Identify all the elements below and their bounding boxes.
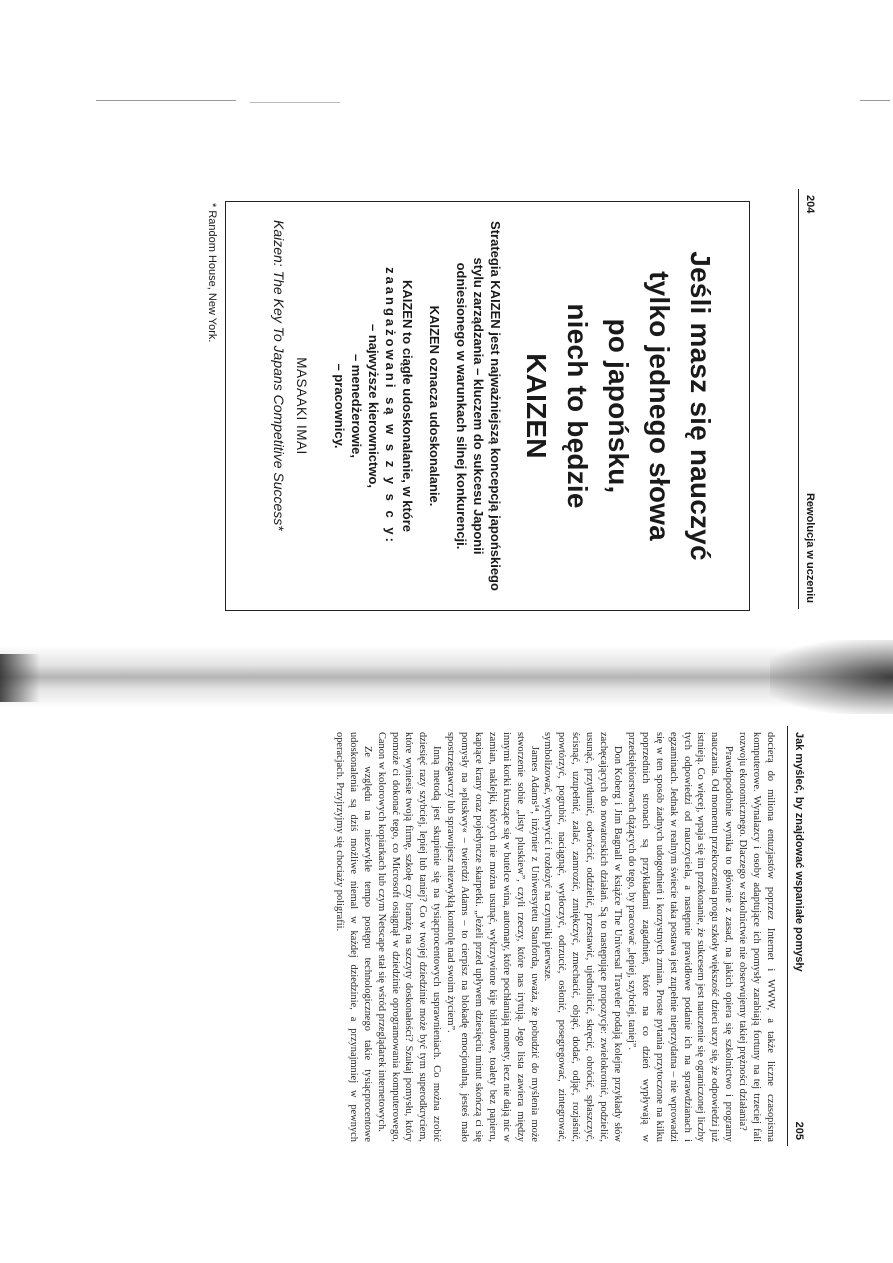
meaning-line: KAIZEN oznacza udoskonalanie.	[427, 305, 442, 507]
header-rule	[798, 189, 799, 609]
scan-artifact-line	[96, 100, 236, 101]
paragraph: Ze względu na niezwykłe tempo postępu technologicznego takie tysiącprocentowe udoskonalenia są dziś możliwe niemal w każdej dziedzinie, a przynajmniej w pewnych operacjach. Przyjrzyjmy się chociaży poligrafii.	[333, 732, 373, 1142]
book-title: Kaizen: The Key To Japans Competitive Success*	[271, 220, 287, 531]
page-205	[85, 726, 805, 1146]
kaizen-quote-box	[225, 201, 750, 611]
continuous-line: KAIZEN to ciągłe udoskonalanie, w które	[400, 279, 415, 533]
headline-line: KAIZEN	[521, 353, 552, 459]
footnote: * Random House, New York.	[206, 203, 218, 343]
scan-artifact-line	[860, 100, 890, 101]
book-gutter-shadow	[0, 646, 893, 708]
headline-line: niech to będzie	[562, 303, 593, 509]
paragraph: Inną metodą jest skupienie się na tysiącprocentowych usprawnieniach. Co można zrobić dziesięć razy szybciej, lepiej lub taniej? Co w twojej dziedzinie może być tym superodkryciem, które wyniesie twoją firmę, szkołę czy branżę na szczyty doskonałości? Szukaj pomysłu, który pomoże ci dokonać tego, co Microsoft osiągnął w dziedzinie oprogramowania komputerowego, Canon w kolorowych kopiarkach lub czym Netscape stał się wśród przeglądarek internetowych.	[375, 732, 443, 1142]
page-number: 205	[793, 1121, 805, 1140]
body-text	[332, 732, 777, 1142]
strategy-paragraph: Strategia KAIZEN jest najważniejszą koncepcją japońskiego stylu zarządzania – kluczem do sukcesu Japonii odniesionego w warunkach silnej konkurencji.	[454, 221, 503, 591]
running-head-title: Rewolucja w uczeniu	[804, 492, 816, 603]
paragraph: Don Koberg i Jim Bagnall w książce The Universal Traveler podają kolejne przykłady słów zachęcających do nowatorskich działań. Są to następujące propozycje: zwielokrotnić, podzielić, usunąć, przytłumić, odwrócić, oddzielić, przestawić, ujednolicić, skręcić, obrócić, spłaszczyć, ścisnąć, uzupełnić, zalać, zamrozić, zmiękczyć, zmechacić, objąć, dodać, odjąć, rozjaśnić, powtórzyć, pogrubić, naciągnąć, wytłoczyć, odrzucić, osłonić, posegregować, zintegrować, symbolizować, wychwycić i rozłożyć na czynniki pierwsze.	[542, 732, 624, 1142]
list-item: – menedżerowie,	[349, 353, 364, 459]
headline	[516, 220, 721, 592]
scan-artifact-line	[250, 102, 340, 103]
book-edge-shadow	[770, 640, 893, 714]
header-rule	[787, 726, 788, 1146]
author: MASAAKI IMAI	[294, 357, 309, 455]
page-number: 204	[804, 195, 816, 214]
paragraph: James Adams¹⁴, inżynier z Uniwersytetu Stanforda, uważa, że pobudzić do myślenia może stworzenie sobie „listy pluskiew”, czyli rzeczy, które nas irytują. Jego lista zawiera między innymi korki kruszące się w butelce wina, automaty, które pochłaniają monety, lecz nie dają nic w zamian, naklejki, których nie można usunąć, wykrzywione kije bilardowe, toalety bez papieru, kapiące krany oraz pojedyncze skarpetki. „Jeżeli przed upływem dziesięciu minut skończą ci się pomysły na »pluskwy« – twierdzi Adams – to cierpisz na blokadę emocjonalną, jesteś mało spostrzegawczy lub sprawujesz niezwykłą kontrolę nad swoim życiem”.	[445, 732, 540, 1142]
running-head	[789, 726, 805, 1146]
running-head-title: Jak myśleć, by znajdować wspaniałe pomysły	[793, 732, 805, 972]
headline-line: tylko jednego słowa	[644, 271, 675, 541]
list-item: – najwyższe kierownictwo,	[366, 324, 381, 488]
list-item: – pracownicy.	[332, 363, 347, 449]
headline-line: Jeśli masz się nauczyć	[685, 251, 716, 561]
engaged-line: zaangażowani są w s z y s c y:	[383, 267, 398, 545]
paragraph: Prawdopodobnie wynika to głównie z zasad, na jakich opiera się szkolnictwo i programy nauczania. Od momentu przekroczenia progu szkoły większość dzieci uczy się, że odpowiedzi już istnieją. Co więcej, wpaja się im przekonanie, że sukcesem jest nauczenie się ograniczonej liczby tych odpowiedzi od nauczyciela, a następnie prawidłowe podanie ich na sprawdzianach i egzaminach. Jednak w realnym świecie taka postawa jest zupełnie nieprzydatna – nie wprowadzi się w ten sposób żadnych udogodnień i korzystnych zmian. Proste pytania przytoczone na kilku poprzednich stronach są przykładami zagadnień, które na co dzień wypływają w przedsiębiorstwach dążących do tego, by pracować „lepiej, szybciej, taniej”.	[625, 732, 735, 1142]
page-204	[96, 189, 816, 609]
headline-line: po japońsku,	[603, 318, 634, 494]
book-edge-shadow	[0, 654, 40, 702]
running-head	[800, 189, 816, 609]
paragraph: docierą do miliona entuzjastów poprzez Internet i WWW, a także liczne czasopisma komputerowe. Wynalazcy i osoby adaptujące ich pomysły zarabiają fortuny na tej trzeciej fali rozwoju ekonomicznego. Dlaczego w szkolnictwie nie obserwujemy takiej prężności działania?	[737, 732, 776, 1142]
